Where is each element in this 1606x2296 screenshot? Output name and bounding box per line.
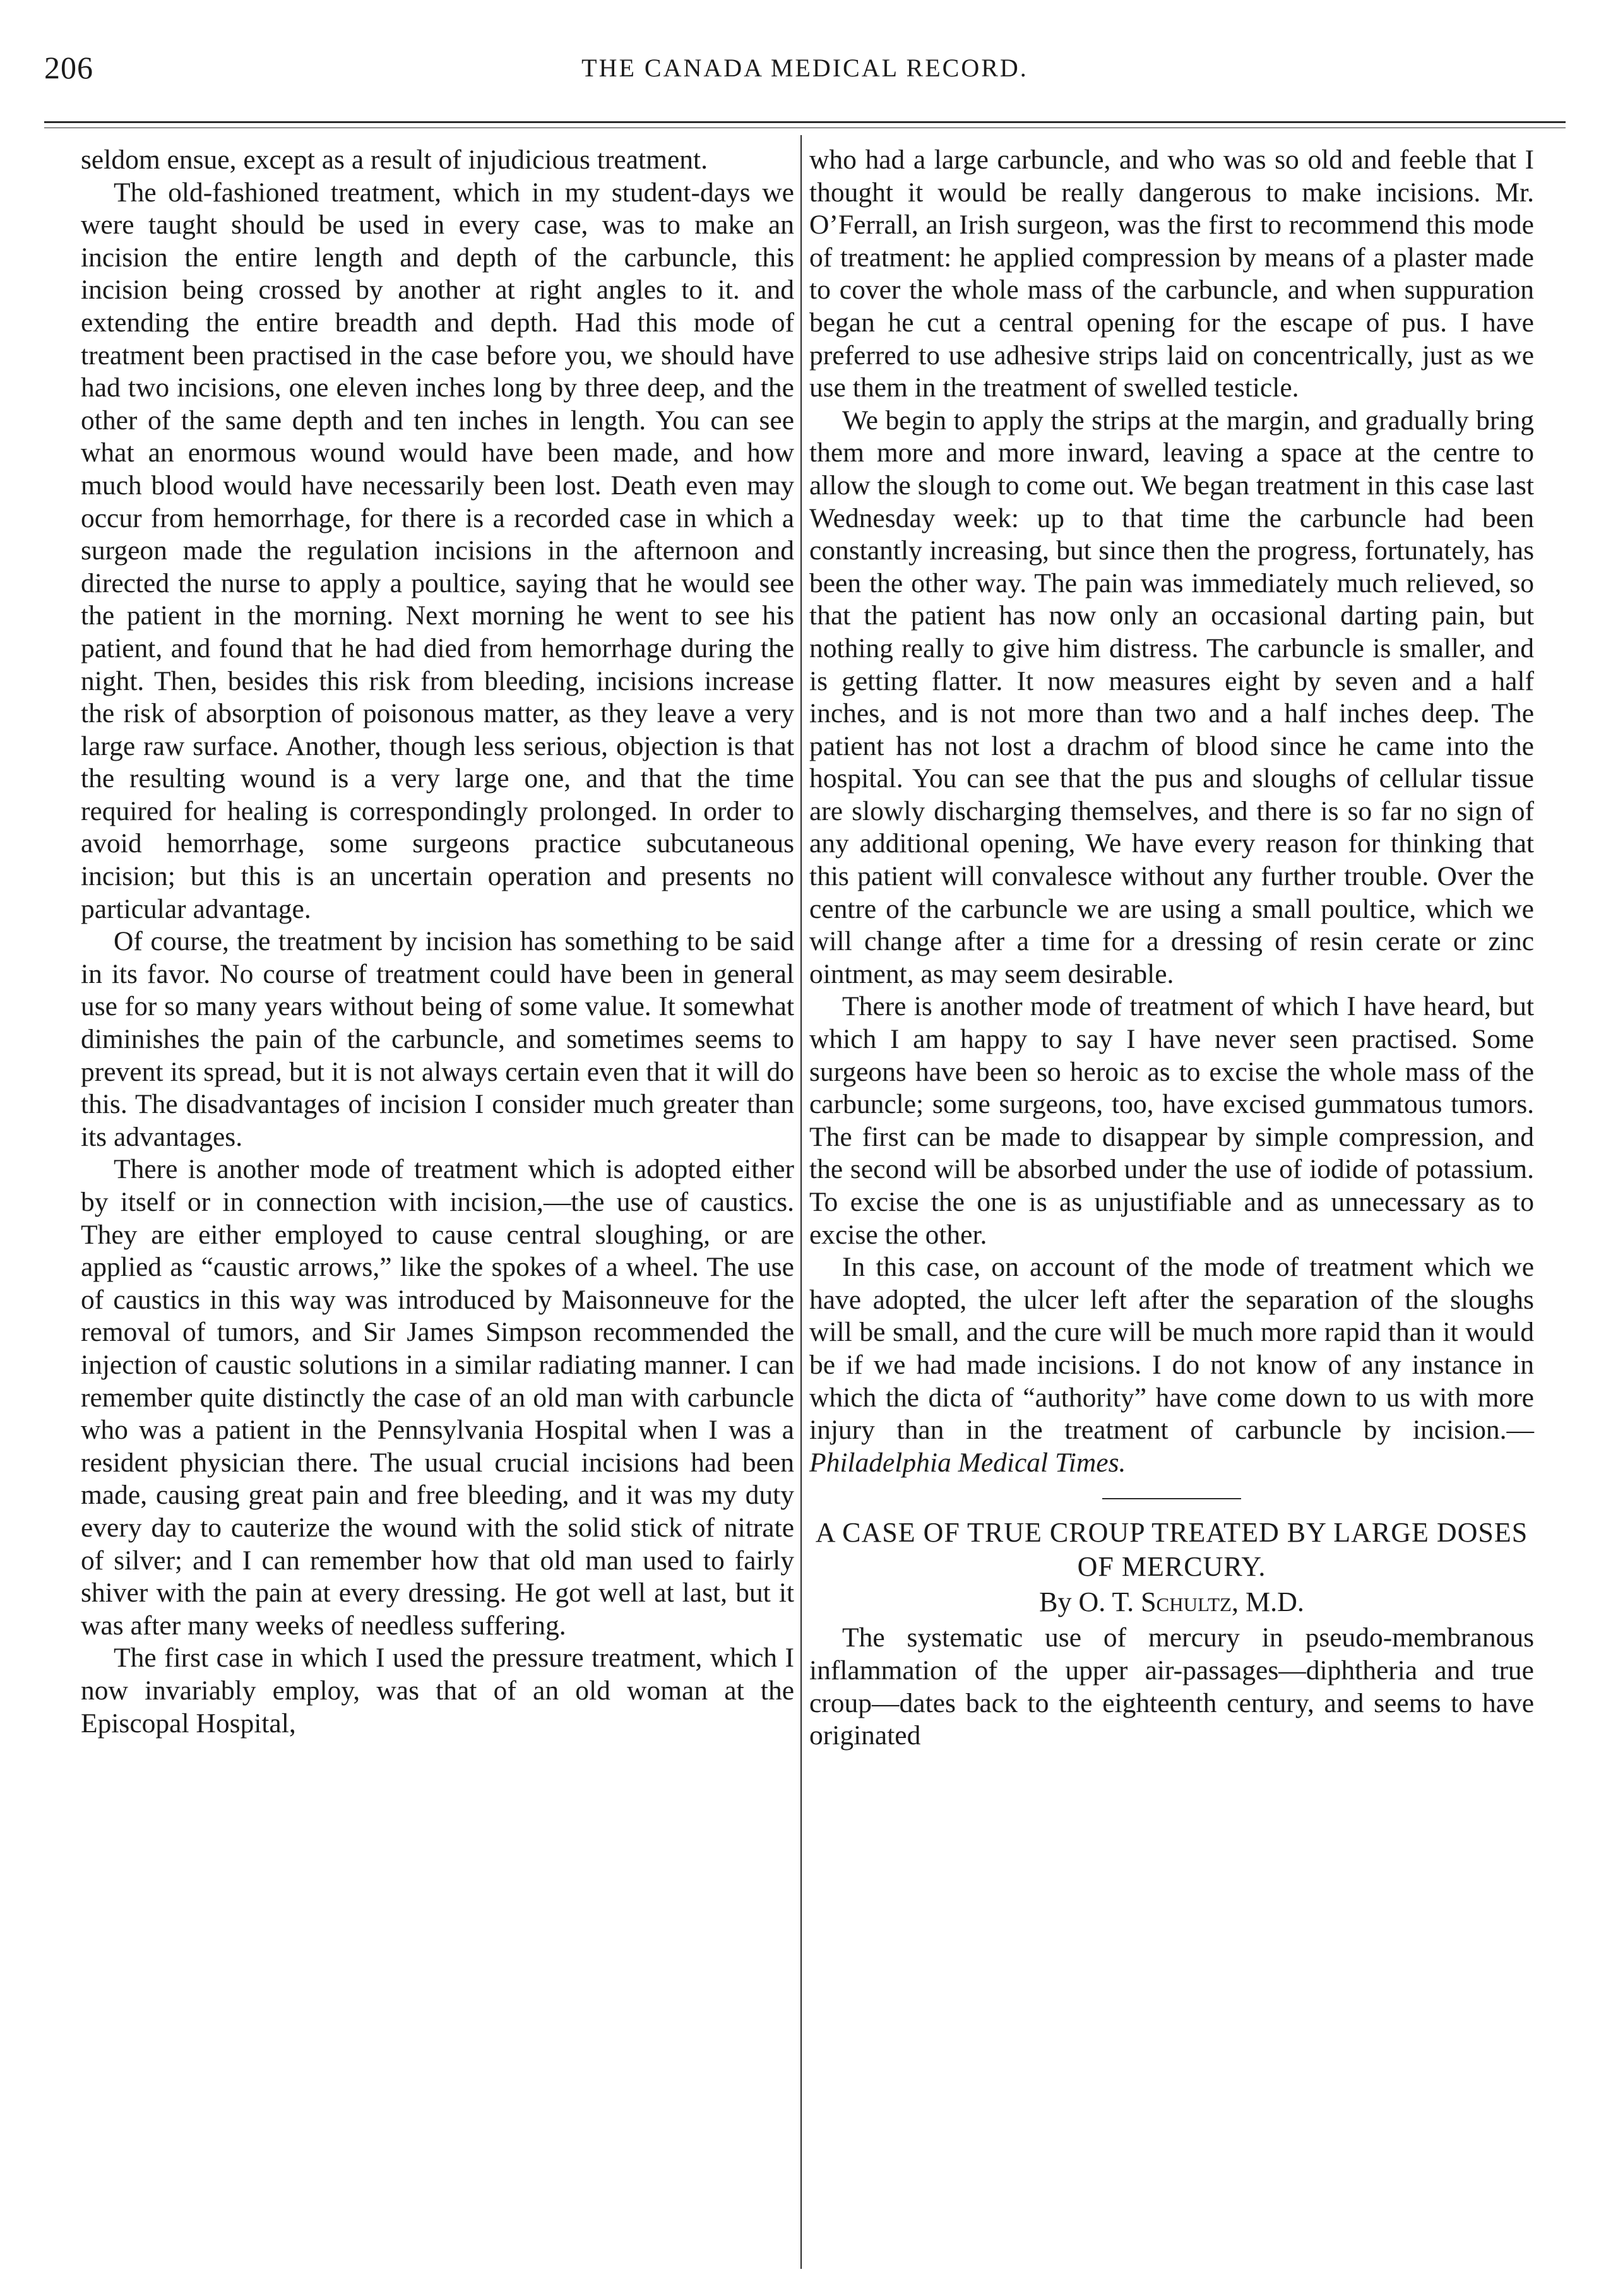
paragraph: who had a large carbuncle, and who was so old and feeble that I thought it would be really dangerous to make incisions. Mr. O’Ferrall, an Irish surgeon, was the first to recommend this mode of treatment: he applied compression by means of a plaster made to cover the whole mass of the carbuncle, and when suppuration began he cut a central opening for the escape of pus. I have preferred to use adhesive strips laid on concentrically, just as we use them in the treatment of swelled testicle. bbox=[809, 145, 1534, 403]
journal-title: THE CANADA MEDICAL RECORD. bbox=[581, 54, 1028, 82]
paragraph: The first case in which I used the pressure treatment, which I now invariably employ, was that of an old woman at the Episcopal Hospital, bbox=[81, 1643, 794, 1739]
running-head bbox=[44, 49, 1566, 100]
byline-prefix: By bbox=[1039, 1586, 1072, 1618]
paragraph: Of course, the treatment by incision has something to be said in its favor. No course of treatment could have been in general use for so many years without being of some value. It somewhat diminishes the pain of the carbuncle, and sometimes seems to prevent its spread, but it is not always certain even that it will do this. The disadvantages of incision I consider much greater than its advantages. bbox=[81, 926, 794, 1152]
paragraph: The systematic use of mercury in pseudo-membranous inflammation of the upper air-passages—diphtheria and true croup—dates back to the eighteenth century, and seems to have originated bbox=[809, 1622, 1534, 1751]
header-rule bbox=[44, 121, 1566, 123]
paragraph-text: In this case, on account of the mode of treatment which we have adopted, the ulcer left after the separation of the sloughs will be small, and the cure will be much more rapid than it would be if we had made incisions. I do not know of any instance in which the dicta of “authority” have come down to us with more injury than in the treatment of carbuncle by incision.— bbox=[809, 1252, 1534, 1446]
right-column bbox=[809, 144, 1534, 1752]
author-name: O. T. Schultz, M.D. bbox=[1078, 1586, 1304, 1618]
paragraph bbox=[809, 1251, 1534, 1479]
page-number: 206 bbox=[44, 50, 93, 85]
paragraph: There is another mode of treatment of which I have heard, but which I am happy to say I have never seen practised. Some surgeons have been so heroic as to excise the whole mass of the carbuncle; some surgeons, too, have excised gummatous tumors. The first can be made to disappear by simple compression, and the second will be absorbed under the use of iodide of potassium. To excise the one is as unjustifiable and as unnecessary as to excise the other. bbox=[809, 991, 1534, 1250]
section-divider bbox=[1102, 1498, 1241, 1499]
paragraph: There is another mode of treatment which is adopted either by itself or in connection with incision,—the use of caustics. They are either employed to cause central sloughing, or are applied as “caustic arrows,” like the spokes of a wheel. The use of caustics in this way was introduced by Maisonneuve for the removal of tumors, and Sir James Simpson recommended the injection of caustic solutions in a similar radiating manner. I can remember quite distinctly the case of an old man with carbuncle who was a patient in the Pennsylvania Hospital when I was a resident physician there. The usual crucial incisions had been made, causing great pain and free bleeding, and it was my duty every day to cauterize the wound with the solid stick of nitrate of silver; and I can remember how that old man used to fairly shiver with the pain at every dressing. He got well at last, but it was after many weeks of needless suffering. bbox=[81, 1154, 794, 1641]
paragraph: We begin to apply the strips at the margin, and gradually bring them more and more inward, leaving a space at the centre to allow the slough to come out. We began treatment in this case last Wednesday week: up to that time the carbuncle had been constantly increasing, but since then the progress, fortunately, has been the other way. The pain was immediately much relieved, so that the patient has now only an occasional darting pain, but nothing really to give him distress. The carbuncle is smaller, and is getting flatter. It now measures eight by seven and a half inches, and is not more than two and a half inches deep. The patient has not lost a drachm of blood since he came into the hospital. You can see that the pus and sloughs of cellular tissue are slowly discharging themselves, and there is so far no sign of any additional opening, We have every reason for thinking that this patient will convalesce without any further trouble. Over the centre of the carbuncle we are using a small poultice, which we will change after a time for a dressing of resin cerate or zinc ointment, as may seem desirable. bbox=[809, 405, 1534, 989]
byline bbox=[809, 1585, 1534, 1619]
column-divider bbox=[800, 135, 802, 2269]
paragraph: seldom ensue, except as a result of injudicious treatment. bbox=[81, 145, 708, 175]
paragraph: The old-fashioned treatment, which in my student-days we were taught should be used in every case, was to make an incision the entire length and depth of the carbuncle, this incision being crossed by another at right angles to it. and extending the entire breadth and depth. Had this mode of treatment been practised in the case before you, we should have had two incisions, one eleven inches long by three deep, and the other of the same depth and ten inches in length. You can see what an enormous wound would have been made, and how much blood would have necessarily been lost. Death even may occur from hemorrhage, for there is a recorded case in which a surgeon made the regulation incisions in the afternoon and directed the nurse to apply a poultice, saying that he would see the patient in the morning. Next morning he went to see his patient, and found that he had died from hemorrhage during the night. Then, besides this risk from bleeding, incisions increase the risk of absorption of poisonous matter, as they leave a very large raw surface. Another, though less serious, objection is that the resulting wound is a very large one, and that the time required for healing is correspondingly prolonged. In order to avoid hemorrhage, some surgeons practice subcutaneous incision; but this is an uncertain operation and presents no particular advantage. bbox=[81, 177, 794, 924]
article-title: A CASE OF TRUE CROUP TREATED BY LARGE DOSES OF MERCURY. bbox=[815, 1517, 1528, 1583]
source-citation: Philadelphia Medical Times. bbox=[809, 1447, 1126, 1478]
left-column bbox=[81, 144, 794, 1740]
